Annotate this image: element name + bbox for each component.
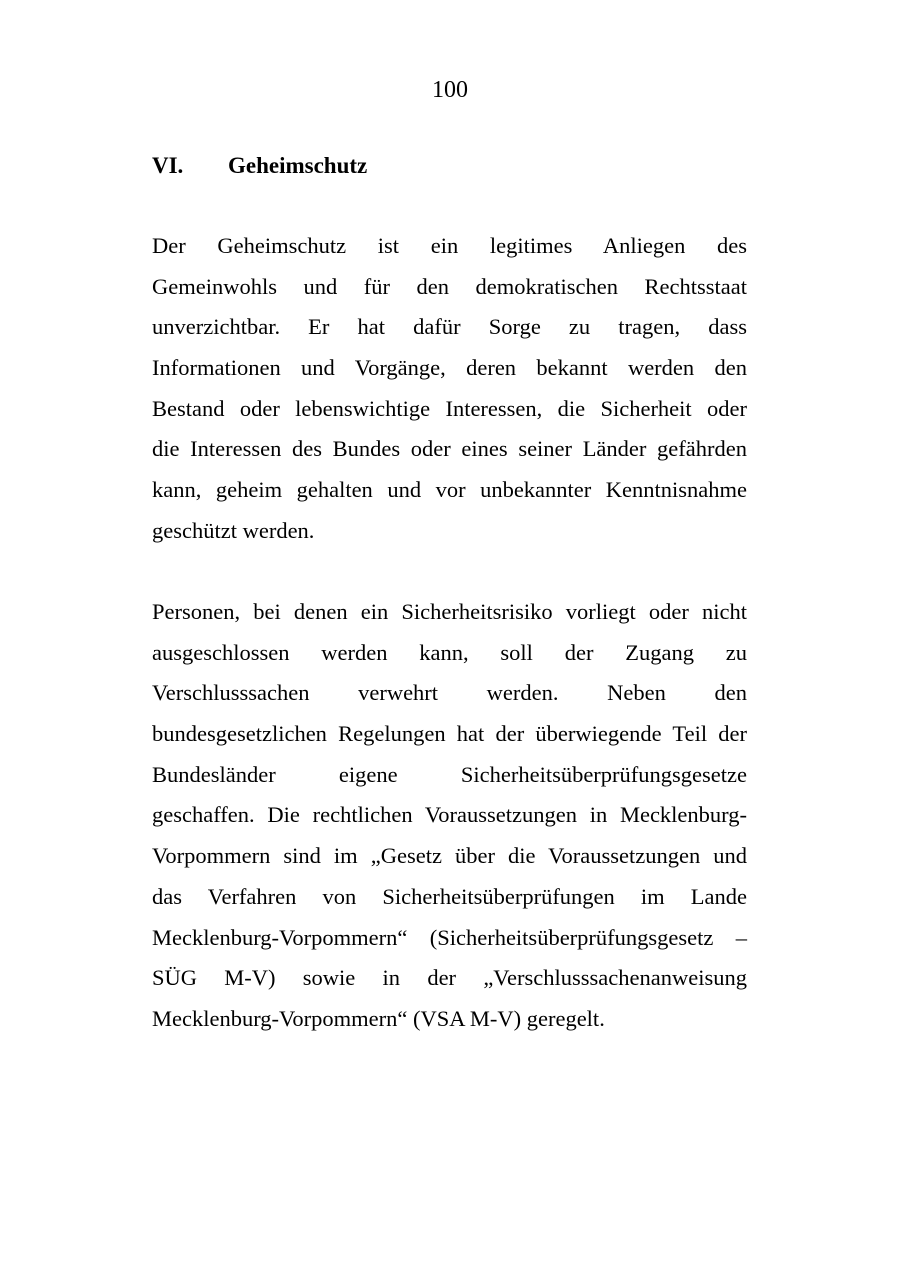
paragraph-sicherheitsueberpruefung: [152, 592, 747, 1040]
paragraph-line: Der Geheimschutz ist ein legitimes Anliegen des: [152, 233, 747, 258]
paragraph-line: kann, geheim gehalten und vor unbekannter Kenntnisnahme: [152, 477, 747, 503]
paragraph-line: das Verfahren von Sicherheitsüberprüfungen im Lande: [152, 883, 747, 909]
paragraph-line: Gemeinwohls und für den demokratischen Rechtsstaat: [152, 273, 747, 299]
page-number: 100: [432, 77, 468, 103]
section-heading: [152, 150, 367, 182]
paragraph-line: die Interessen des Bundes oder eines seiner Länder gefährden: [152, 436, 747, 462]
paragraph-line: Mecklenburg-Vorpommern“ (VSA M-V) geregelt.: [152, 1005, 605, 1031]
paragraph-line: Mecklenburg-Vorpommern“ (Sicherheitsüberprüfungsgesetz –: [152, 924, 747, 950]
paragraph-line: Bestand oder lebenswichtige Interessen, die Sicherheit oder: [152, 395, 747, 421]
paragraph-line: bundesgesetzlichen Regelungen hat der überwiegende Teil der: [152, 721, 747, 747]
paragraph-geheimschutz-definition: [152, 226, 747, 552]
paragraph-line: Informationen und Vorgänge, deren bekannt werden den: [152, 355, 747, 381]
paragraph-line: SÜG M-V) sowie in der „Verschlusssachenanweisung: [152, 965, 747, 991]
paragraph-line: Vorpommern sind im „Gesetz über die Voraussetzungen und: [152, 843, 747, 869]
paragraph-line: unverzichtbar. Er hat dafür Sorge zu tragen, dass: [152, 314, 747, 340]
section-title: Geheimschutz: [228, 153, 368, 178]
section-numeral: VI.: [152, 153, 184, 178]
paragraph-line: geschaffen. Die rechtlichen Voraussetzungen in Mecklenburg-: [152, 802, 747, 828]
paragraph-line: ausgeschlossen werden kann, soll der Zugang zu: [152, 639, 747, 665]
paragraph-line: Verschlusssachen verwehrt werden. Neben den: [152, 680, 747, 706]
paragraph-line: Personen, bei denen ein Sicherheitsrisiko vorliegt oder nicht: [152, 599, 747, 624]
paragraph-line: geschützt werden.: [152, 517, 315, 543]
paragraph-line: Bundesländer eigene Sicherheitsüberprüfungsgesetze: [152, 761, 747, 787]
